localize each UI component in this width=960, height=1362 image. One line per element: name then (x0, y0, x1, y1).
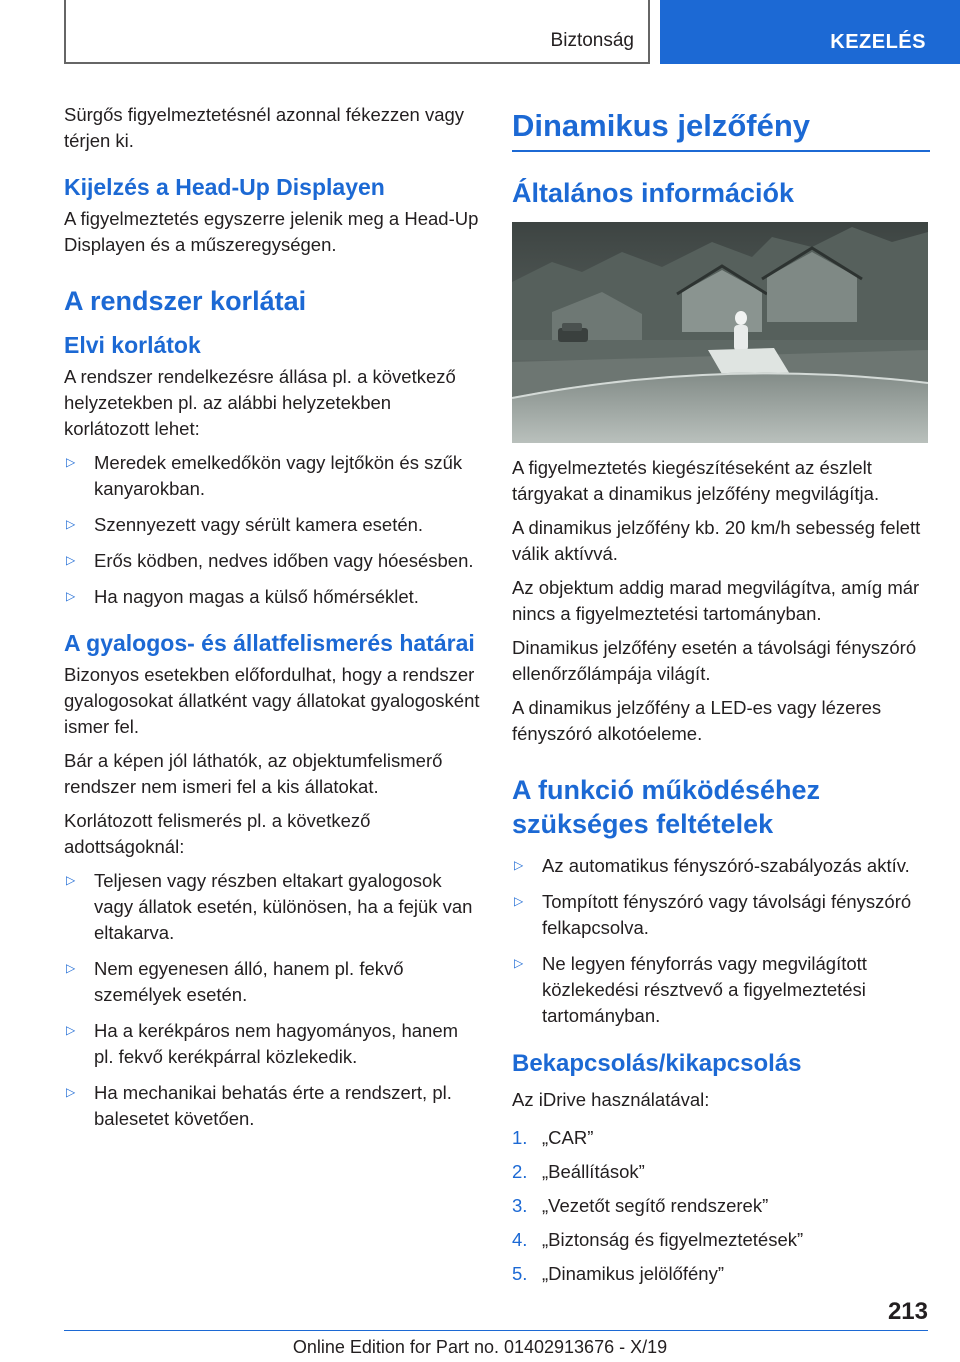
onoff-heading: Bekapcsolás/kikapcsolás (512, 1050, 802, 1077)
triangle-right-outline-icon: ▷ (66, 553, 76, 567)
header-chapter-title: KEZELÉS (830, 31, 926, 53)
recognition-paragraph-2: Bár a képen jól láthatók, az objektumfelismerő rendszer nem ismeri fel a kis állatokat. (64, 750, 443, 797)
page-number: 213 (887, 1298, 928, 1325)
list-item: 5. „Dinamikus jelölőfény” (512, 1263, 724, 1284)
triangle-right-outline-icon: ▷ (514, 956, 524, 970)
triangle-right-outline-icon: ▷ (66, 1023, 76, 1037)
page-title: Dinamikus jelzőfény (512, 106, 930, 152)
recognition-paragraph-3: Korlátozott felismerés pl. a következő adottságoknál: (64, 810, 371, 857)
triangle-right-outline-icon: ▷ (66, 455, 76, 469)
list-item: ▷ Meredek emelkedőkön vagy lejtőkön és szűk kanyarokban. (66, 452, 463, 499)
recognition-limits-heading: A gyalogos- és állatfelismerés határai (64, 630, 475, 656)
principal-limits-heading: Elvi korlátok (64, 332, 201, 358)
list-item: ▷ Ha a kerékpáros nem hagyományos, hanem pl. fekvő kerékpárral közlekedik. (66, 1020, 459, 1067)
list-item: ▷ Ne legyen fényforrás vagy megvilágított közlekedési résztvevő a figyelmeztetési tartományban. (514, 953, 867, 1026)
recognition-paragraph-1: Bizonyos esetekben előfordulhat, hogy a rendszer gyalogosokat állatként vagy állatokat gyalogosként ismer fel. (64, 664, 480, 737)
header-chapter-tab (660, 0, 960, 64)
intro-paragraph: Sürgős figyelmeztetésnél azonnal fékezzen vagy térjen ki. (64, 104, 465, 151)
dynamic-light-illustration (512, 222, 928, 443)
requirements-list (512, 853, 930, 1029)
header-section-title: Biztonság (550, 30, 634, 51)
hud-paragraph: A figyelmeztetés egyszerre jelenik meg a Head-Up Displayen és a műszeregységen. (64, 208, 479, 255)
list-item: ▷ Nem egyenesen álló, hanem pl. fekvő személyek esetén. (66, 958, 404, 1005)
general-info-heading: Általános információk (512, 178, 795, 208)
list-item: ▷ Tompított fényszóró vagy távolsági fényszóró felkapcsolva. (514, 891, 912, 938)
general-paragraph-1: A figyelmeztetés kiegészítéseként az észlelt tárgyakat a dinamikus jelzőfény megvilágítja. (512, 457, 880, 504)
list-item: 4. „Biztonság és figyelmeztetések” (512, 1229, 804, 1250)
list-item: ▷ Teljesen vagy részben eltakart gyalogosok vagy állatok esetén, különösen, ha a fejük van eltakarva. (66, 870, 473, 943)
triangle-right-outline-icon: ▷ (514, 894, 524, 908)
general-paragraph-2: A dinamikus jelzőfény kb. 20 km/h sebesség felett válik aktívvá. (512, 517, 921, 564)
triangle-right-outline-icon: ▷ (66, 589, 76, 603)
general-paragraph-4: Dinamikus jelzőfény esetén a távolsági fényszóró ellenőrzőlámpája világít. (512, 637, 917, 684)
general-paragraph-3: Az objektum addig marad megvilágítva, amíg már nincs a figyelmeztetési tartományban. (512, 577, 920, 624)
principal-limits-list (64, 450, 480, 610)
list-item: ▷ Ha mechanikai behatás érte a rendszert, pl. balesetet követően. (66, 1082, 452, 1129)
footer-edition-text: Online Edition for Part no. 01402913676 - X/19 (292, 1337, 668, 1357)
triangle-right-outline-icon: ▷ (66, 961, 76, 975)
list-item: 2. „Beállítások” (512, 1161, 645, 1182)
onoff-paragraph: Az iDrive használatával: (512, 1089, 710, 1110)
list-item: ▷ Az automatikus fényszóró-szabályozás aktív. (514, 855, 910, 876)
triangle-right-outline-icon: ▷ (66, 1085, 76, 1099)
list-item: ▷ Erős ködben, nedves időben vagy hóesésben. (66, 550, 474, 571)
header-section-box (64, 0, 650, 64)
right-column (512, 102, 930, 1295)
recognition-limits-list (64, 868, 480, 1132)
triangle-right-outline-icon: ▷ (66, 517, 76, 531)
limits-heading: A rendszer korlátai (64, 286, 307, 316)
list-item: 3. „Vezetőt segítő rendszerek” (512, 1195, 769, 1216)
triangle-right-outline-icon: ▷ (514, 858, 524, 872)
left-column (64, 102, 480, 1142)
list-item: ▷ Szennyezett vagy sérült kamera esetén. (66, 514, 424, 535)
requirements-heading: A funkció működéséhez szükséges feltételek (512, 775, 821, 839)
footer-divider (64, 1330, 928, 1331)
principal-limits-paragraph: A rendszer rendelkezésre állása pl. a következő helyzetekben pl. az alábbi helyzetekben korlátozott lehet: (64, 366, 456, 439)
list-item: 1. „CAR” (512, 1127, 594, 1148)
hud-heading: Kijelzés a Head-Up Displayen (64, 174, 385, 200)
list-item: ▷ Ha nagyon magas a külső hőmérséklet. (66, 586, 419, 607)
idrive-steps-list (512, 1125, 930, 1287)
triangle-right-outline-icon: ▷ (66, 873, 76, 887)
general-paragraph-5: A dinamikus jelzőfény a LED-es vagy lézeres fényszóró alkotóeleme. (512, 697, 882, 744)
